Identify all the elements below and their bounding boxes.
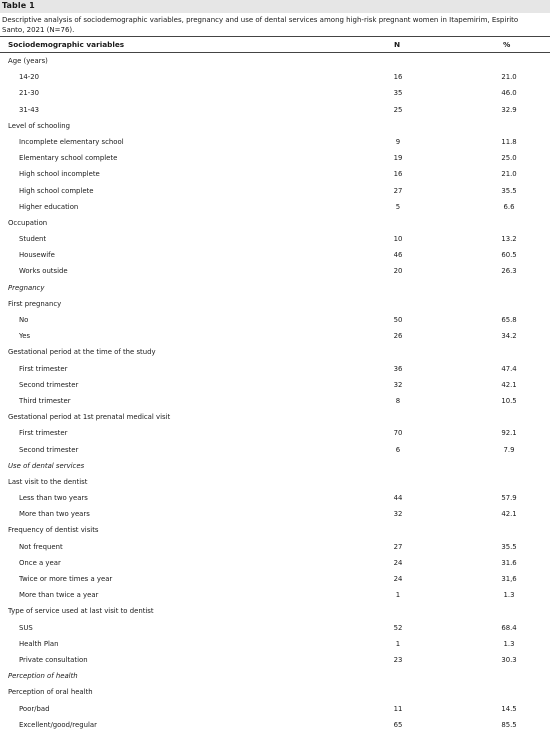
row-n-value: 27 — [393, 186, 403, 195]
row-label: Gestational period at 1st prenatal medical visit — [8, 413, 171, 422]
row-n-value: 46 — [393, 251, 403, 260]
row-n-value: 20 — [393, 267, 403, 276]
table-caption: Descriptive analysis of sociodemographic variables, pregnancy and use of dental services among high-risk pregnant women in Itapemirim, Espirito Santo, 2021 (N=76). — [2, 16, 519, 34]
row-n-value: 50 — [393, 316, 403, 324]
row-n-value: 26 — [393, 332, 403, 341]
table-row — [0, 231, 550, 247]
row-label: SUS — [19, 623, 33, 632]
row-label: Yes — [19, 332, 31, 341]
row-label: Perception of health — [8, 672, 78, 681]
table-row — [0, 425, 550, 441]
row-label: More than twice a year — [19, 591, 99, 600]
row-percent-value: 92.1 — [501, 429, 517, 438]
row-label: Excellent/good/regular — [19, 720, 97, 729]
table-row — [0, 701, 550, 717]
row-percent-value: 21.0 — [501, 73, 517, 82]
row-n-value: 1 — [395, 639, 401, 648]
row-label: High school complete — [19, 186, 94, 195]
table-row — [0, 506, 550, 522]
row-label: No — [19, 316, 29, 324]
row-n-value: 19 — [393, 154, 403, 163]
table-row — [0, 636, 550, 652]
table-row — [0, 166, 550, 182]
table-row — [0, 377, 550, 393]
row-n-value: 16 — [393, 73, 403, 82]
row-percent-value: 34.2 — [501, 332, 517, 341]
row-n-value: 5 — [395, 202, 401, 211]
row-label: Frequency of dentist visits — [8, 526, 99, 535]
group-heading-row — [0, 603, 550, 619]
row-percent-value: 7.9 — [503, 445, 515, 454]
row-percent-value: 1.3 — [503, 591, 515, 600]
row-n-value: 9 — [395, 137, 401, 146]
row-label: First trimester — [19, 364, 68, 373]
section-heading-row — [0, 668, 550, 684]
row-n-value: 35 — [393, 89, 403, 98]
table-row — [0, 571, 550, 587]
group-heading-row — [0, 53, 550, 69]
row-n-value: 1 — [395, 591, 401, 600]
row-label: 14-20 — [19, 73, 40, 82]
row-n-value: 27 — [393, 542, 403, 551]
row-label: Second trimester — [19, 380, 79, 389]
table-row — [0, 85, 550, 101]
group-heading-row — [0, 409, 550, 425]
row-label: Second trimester — [19, 445, 79, 454]
table-row — [0, 102, 550, 118]
header-percent: % — [503, 40, 511, 49]
row-percent-value: 30.3 — [501, 655, 517, 664]
row-n-value: 23 — [393, 655, 403, 664]
row-label: Not frequent — [19, 542, 63, 551]
table-row — [0, 587, 550, 603]
row-n-value: 32 — [393, 380, 403, 389]
table-row — [0, 247, 550, 263]
section-heading-row — [0, 458, 550, 474]
table-row — [0, 312, 550, 328]
row-n-value: 32 — [393, 510, 403, 519]
row-label: Third trimester — [19, 396, 71, 405]
row-label: Gestational period at the time of the study — [8, 348, 156, 357]
table-row — [0, 69, 550, 85]
row-label: 21-30 — [19, 89, 40, 98]
row-percent-value: 60.5 — [501, 251, 517, 260]
row-percent-value: 14.5 — [501, 704, 517, 713]
group-heading-row — [0, 474, 550, 490]
group-heading-row — [0, 522, 550, 538]
table-row — [0, 490, 550, 506]
group-heading-row — [0, 118, 550, 134]
row-label: Poor/bad — [19, 704, 50, 713]
row-n-value: 16 — [393, 170, 403, 179]
row-label: Occupation — [8, 218, 48, 227]
row-label: Pregnancy — [8, 283, 45, 292]
row-label: 31-43 — [19, 105, 40, 114]
table-row — [0, 539, 550, 555]
row-percent-value: 42.1 — [501, 380, 517, 389]
table-header-row — [0, 37, 550, 52]
table-row — [0, 199, 550, 215]
table-row — [0, 328, 550, 344]
row-label: Perception of oral health — [8, 688, 93, 697]
header-n: N — [394, 40, 401, 49]
row-percent-value: 35.5 — [501, 542, 517, 551]
row-label: High school incomplete — [19, 170, 100, 179]
row-label: Less than two years — [19, 494, 88, 503]
table-body — [0, 53, 550, 733]
row-percent-value: 68.4 — [501, 623, 517, 632]
table-label-bar — [0, 0, 550, 13]
table-row — [0, 183, 550, 199]
row-n-value: 36 — [393, 364, 403, 373]
row-percent-value: 31.6 — [501, 558, 517, 567]
row-percent-value: 6.6 — [503, 202, 515, 211]
row-label: Once a year — [19, 558, 61, 567]
row-percent-value: 65.8 — [501, 316, 517, 324]
row-label: Twice or more times a year — [19, 575, 113, 583]
row-label: Use of dental services — [8, 461, 85, 470]
row-label: Age (years) — [8, 57, 48, 65]
row-n-value: 10 — [393, 235, 403, 244]
row-percent-value: 32.9 — [501, 105, 517, 114]
row-percent-value: 85.5 — [501, 720, 517, 729]
table-row — [0, 150, 550, 166]
row-label: Student — [19, 235, 47, 244]
row-n-value: 6 — [395, 445, 401, 454]
row-label: More than two years — [19, 510, 90, 519]
row-label: Type of service used at last visit to dentist — [8, 607, 154, 616]
row-percent-value: 47.4 — [501, 364, 517, 373]
row-n-value: 11 — [393, 704, 403, 713]
row-label: Private consultation — [19, 655, 88, 664]
row-percent-value: 10.5 — [501, 396, 517, 405]
row-n-value: 24 — [393, 575, 403, 583]
table-row — [0, 652, 550, 668]
row-label: Higher education — [19, 202, 79, 211]
row-n-value: 44 — [393, 494, 403, 503]
section-heading-row — [0, 280, 550, 296]
row-label: First trimester — [19, 429, 68, 438]
group-heading-row — [0, 215, 550, 231]
group-heading-row — [0, 684, 550, 700]
row-label: Last visit to the dentist — [8, 477, 88, 486]
group-heading-row — [0, 296, 550, 312]
row-n-value: 52 — [393, 623, 403, 632]
table-row — [0, 620, 550, 636]
row-label: Housewife — [19, 251, 55, 260]
table-row — [0, 442, 550, 458]
row-label: First pregnancy — [8, 299, 62, 308]
row-label: Elementary school complete — [19, 154, 118, 163]
row-percent-value: 21.0 — [501, 170, 517, 179]
row-percent-value: 11.8 — [501, 137, 517, 146]
row-label: Level of schooling — [8, 121, 70, 130]
row-percent-value: 13.2 — [501, 235, 517, 244]
row-label: Incomplete elementary school — [19, 137, 124, 146]
table-row — [0, 134, 550, 150]
row-percent-value: 1.3 — [503, 639, 515, 648]
row-percent-value: 42.1 — [501, 510, 517, 519]
row-percent-value: 35.5 — [501, 186, 517, 195]
table-row — [0, 393, 550, 409]
row-n-value: 70 — [393, 429, 403, 438]
table-row — [0, 361, 550, 377]
row-n-value: 8 — [395, 396, 401, 405]
group-heading-row — [0, 344, 550, 360]
row-n-value: 24 — [393, 558, 403, 567]
header-variables: Sociodemographic variables — [8, 40, 125, 49]
row-label: Works outside — [19, 267, 68, 276]
row-n-value: 25 — [393, 105, 403, 114]
row-percent-value: 57.9 — [501, 494, 517, 503]
row-percent-value: 31,6 — [501, 575, 517, 583]
table-label: Table 1 — [2, 1, 35, 10]
row-percent-value: 25.0 — [501, 154, 517, 163]
table-row — [0, 555, 550, 571]
row-n-value: 65 — [393, 720, 403, 729]
row-label: Health Plan — [19, 639, 59, 648]
table-row — [0, 717, 550, 733]
row-percent-value: 26.3 — [501, 267, 517, 276]
row-percent-value: 46.0 — [501, 89, 517, 98]
table-row — [0, 263, 550, 279]
